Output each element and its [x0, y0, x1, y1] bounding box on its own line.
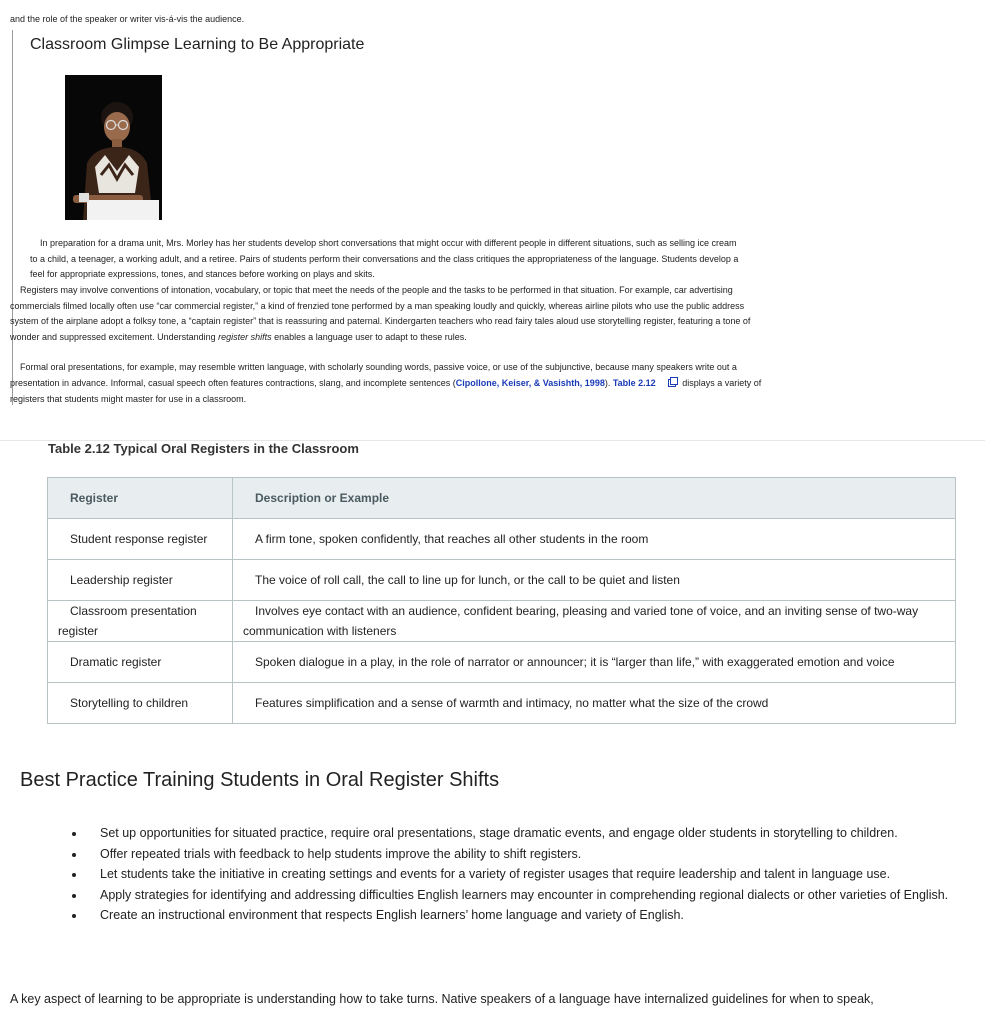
register-name: Storytelling to children: [70, 696, 189, 710]
register-cell: [48, 560, 233, 601]
table-row: [48, 642, 956, 683]
list-item-text: Create an instructional environment that respects English learners’ home language and variety of English.: [100, 908, 684, 922]
description-cell: [233, 601, 956, 642]
list-item-text: Apply strategies for identifying and addressing difficulties English learners may encounter in comprehending regional dialects or other varieties of English.: [100, 887, 949, 902]
best-practice-list: [62, 823, 990, 926]
list-item: [86, 864, 990, 885]
turn-taking-paragraph: A key aspect of learning to be appropriate is understanding how to take turns. Native speakers of a language have internalized guidelines for when to speak,: [10, 992, 874, 1006]
table-row: [48, 683, 956, 724]
registers-text: Registers may involve conventions of intonation, vocabulary, or topic that meet the needs of the people and the tasks to be performed in that situation. For example, car advertising commercials filmed locally often use “car commercial register,” a kind of frenzied tone performed by a man speaking loudly and quickly, whereas airline pilots who use the public address system of the airplane adopt a folksy tone, a “captain register” that is reassuring and paternal. Kindergarten teachers who read fairy tales aloud use storytelling register, featuring a tone of wonder and suppressed excitement. Understanding: [10, 285, 751, 342]
registers-paragraph: [10, 283, 770, 345]
formal-text-end: displays a variety of registers that students might master for use in a classroom.: [10, 377, 762, 404]
top-fragment: and the role of the speaker or writer vis-á-vis the audience.: [10, 14, 245, 24]
register-name: Classroom presentation register: [58, 604, 197, 638]
list-item-text: Let students take the initiative in creating settings and events for a variety of register usages that require leadership and talent in language use.: [100, 867, 891, 881]
register-cell: [48, 519, 233, 560]
register-cell: [48, 642, 233, 683]
external-link-icon[interactable]: [658, 377, 678, 393]
table-row: [48, 601, 956, 642]
table-row: [48, 560, 956, 601]
header-description: Description or Example: [233, 478, 956, 519]
register-description: Involves eye contact with an audience, confident bearing, pleasing and varied tone of voice, and an inviting sense of two-way communication with listeners: [243, 604, 919, 638]
student-illustration: [65, 75, 162, 220]
register-description: Features simplification and a sense of warmth and intimacy, no matter what the size of the crowd: [255, 696, 769, 710]
list-item: [86, 885, 990, 906]
list-item-text: Set up opportunities for situated practice, require oral presentations, stage dramatic events, and engage older students in storytelling to children.: [100, 826, 898, 840]
description-cell: [233, 642, 956, 683]
formal-presentations-paragraph: [10, 360, 770, 408]
table-row: [48, 519, 956, 560]
glimpse-paragraph: In preparation for a drama unit, Mrs. Morley has her students develop short conversations that might occur with different people in different situations, such as selling ice cream to a child, a teenager, a working adult, and a retiree. Pairs of students perform their conversations and the class critiques the appropriateness of the language. Students develop a feel for appropriate expressions, tones, and stances before working on plays and skits.: [30, 238, 739, 279]
citation-link[interactable]: Cipollone, Keiser, & Vasishth, 1998: [455, 377, 605, 388]
list-item: [86, 905, 990, 926]
registers-table: [47, 477, 956, 724]
list-item: [86, 823, 990, 844]
register-name: Student response register: [70, 532, 208, 546]
register-description: The voice of roll call, the call to line up for lunch, or the call to be quiet and listen: [255, 573, 680, 587]
register-description: A firm tone, spoken confidently, that reaches all other students in the room: [255, 532, 649, 546]
register-name: Leadership register: [70, 573, 173, 587]
best-practice-title: Best Practice Training Students in Oral Register Shifts: [20, 769, 500, 791]
table-reference-link[interactable]: Table 2.12: [612, 377, 656, 388]
register-cell: [48, 683, 233, 724]
classroom-glimpse-box: [12, 30, 773, 405]
student-photo: [65, 75, 162, 220]
description-cell: [233, 560, 956, 601]
list-item-text: Offer repeated trials with feedback to help students improve the ability to shift registers.: [100, 846, 582, 861]
description-cell: [233, 519, 956, 560]
header-register: Register: [48, 478, 233, 519]
register-cell: [48, 601, 233, 642]
list-item: [86, 844, 990, 865]
registers-text-end: enables a language user to adapt to these rules.: [271, 331, 467, 342]
table-caption: Table 2.12 Typical Oral Registers in the Classroom: [48, 441, 359, 456]
register-name: Dramatic register: [70, 655, 162, 669]
formal-text-mid: ).: [604, 377, 613, 388]
register-description: Spoken dialogue in a play, in the role of narrator or announcer; it is “larger than life,” with exaggerated emotion and voice: [255, 655, 895, 669]
formal-text: Formal oral presentations, for example, may resemble written language, with scholarly sounding words, passive voice, or use of the subjunctive, because many speakers write out a presentation in advance. Informal, casual speech often features contractions, slang, and incomplete sentences (: [10, 362, 737, 388]
table-header-row: [48, 478, 956, 519]
register-shifts-term: register shifts: [218, 331, 272, 342]
glimpse-title: Classroom Glimpse Learning to Be Appropriate: [30, 36, 365, 53]
description-cell: [233, 683, 956, 724]
